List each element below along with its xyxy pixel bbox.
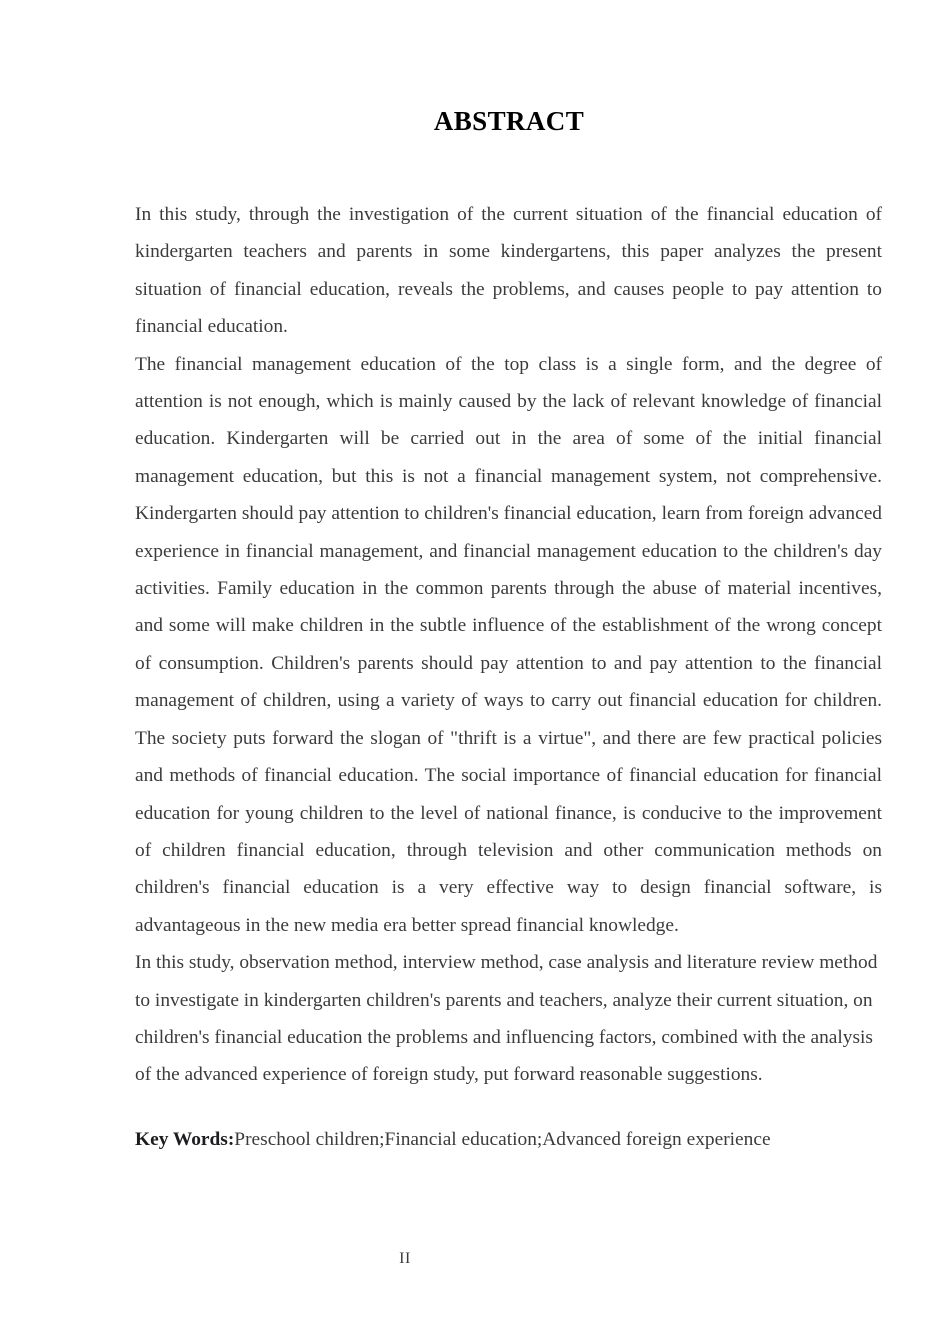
abstract-body — [135, 196, 882, 1094]
abstract-paragraph-2: The financial management education of the top class is a single form, and the degree of attention is not enough, which is mainly caused by the lack of relevant knowledge of financial education. Kindergarten will be carried out in the area of some of the initial financial management education, but this is not a financial management system, not comprehensive. Kindergarten should pay attention to children's financial education, learn from foreign advanced experience in financial management, and financial management education to the children's day activities. Family education in the common parents through the abuse of material incentives, and some will make children in the subtle influence of the establishment of the wrong concept of consumption. Children's parents should pay attention to and pay attention to the financial management of children, using a variety of ways to carry out financial education for children. The society puts forward the slogan of "thrift is a virtue", and there are few practical policies and methods of financial education. The social importance of financial education for financial education for young children to the level of national finance, is conducive to the improvement of children financial education, through television and other communication methods on children's financial education is a very effective way to design financial software, is advantageous in the new media era better spread financial knowledge. — [135, 353, 882, 936]
page-number: II — [399, 1250, 411, 1267]
keywords-line — [135, 1124, 882, 1156]
abstract-paragraph-1: In this study, through the investigation of the current situation of the financial education of kindergarten teachers and parents in some kindergartens, this paper analyzes the present situation of financial education, reveals the problems, and causes people to pay attention to financial education. — [135, 204, 882, 338]
keywords-label: Key Words: — [135, 1129, 235, 1150]
page-title: ABSTRACT — [433, 106, 585, 136]
abstract-paragraph-3: In this study, observation method, interview method, case analysis and literature review method to investigate in kindergarten children's parents and teachers, analyze their current situation, on children's financial education the problems and influencing factors, combined with the analysis of the advanced experience of foreign study, put forward reasonable suggestions. — [135, 952, 878, 1086]
keywords-value: Preschool children;Financial education;Advanced foreign experience — [234, 1129, 771, 1150]
